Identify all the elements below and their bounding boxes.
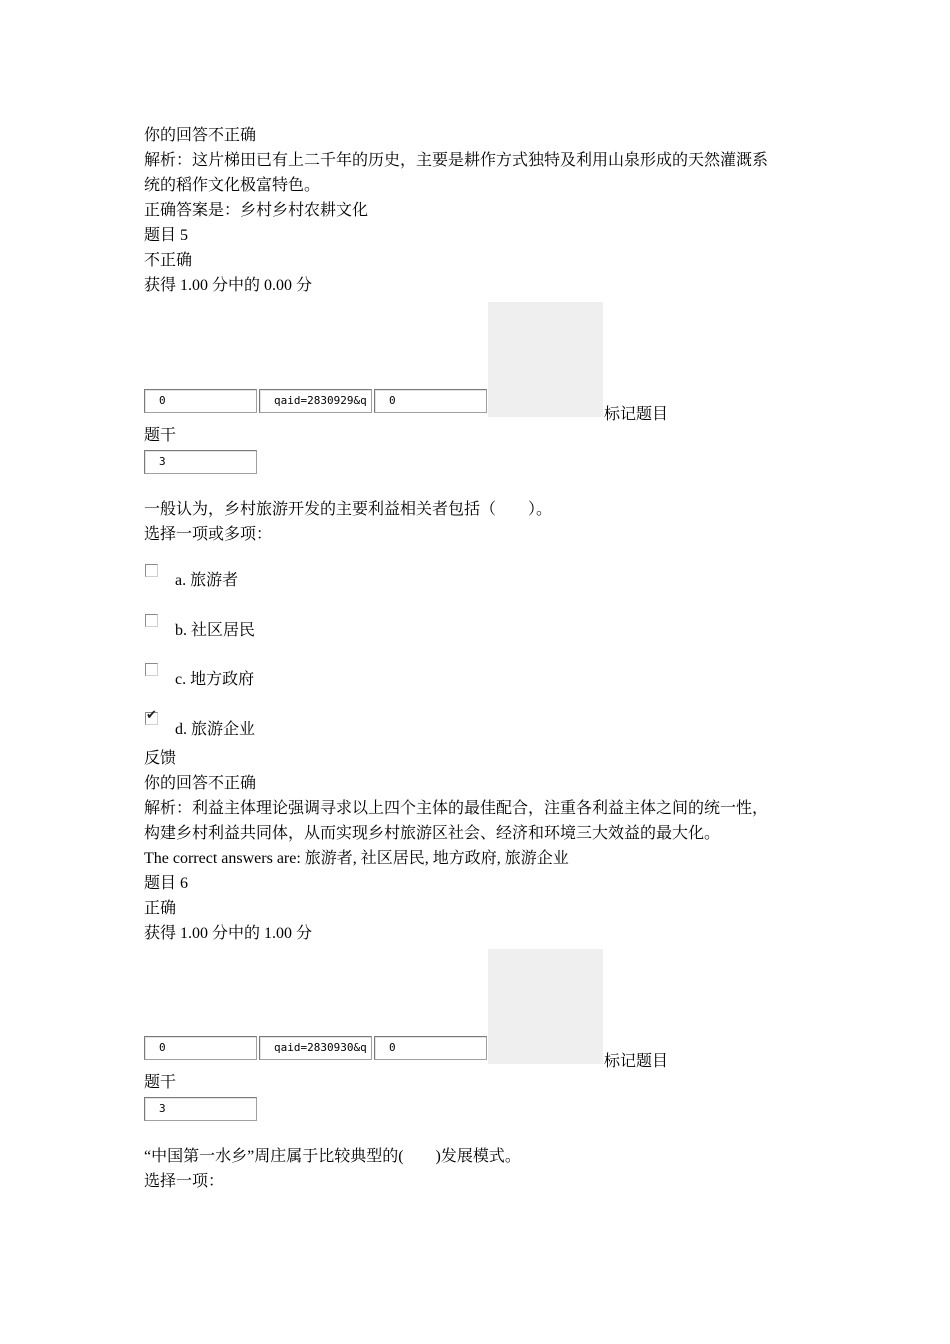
stem-field[interactable]: 3: [144, 1097, 257, 1121]
hidden-field-flagged[interactable]: 0: [374, 1036, 487, 1060]
stem-field[interactable]: 3: [144, 450, 257, 474]
analysis-text: 解析：这片梯田已有上二千年的历史，主要是耕作方式独特及利用山泉形成的天然灌溉系: [144, 152, 769, 169]
option-b-label[interactable]: b. 社区居民: [175, 622, 256, 639]
correct-answer-text: 正确答案是：乡村乡村农耕文化: [144, 202, 369, 219]
question-status: 不正确: [144, 252, 193, 269]
stem-label: 题干: [144, 427, 177, 444]
flag-icon[interactable]: [488, 949, 603, 1064]
option-c-checkbox[interactable]: [145, 663, 158, 676]
analysis-text-cont: 构建乡村利益共同体，从而实现乡村旅游区社会、经济和环境三大效益的最大化。: [144, 825, 721, 842]
analysis-text-cont: 统的稻作文化极富特色。: [144, 177, 321, 194]
result-text: 你的回答不正确: [144, 127, 257, 144]
stem-label: 题干: [144, 1074, 177, 1091]
question-text: 一般认为，乡村旅游开发的主要利益相关者包括（ ）。: [144, 501, 553, 518]
analysis-text: 解析：利益主体理论强调寻求以上四个主体的最佳配合，注重各利益主体之间的统一性，: [144, 800, 769, 817]
hidden-field-sequence[interactable]: 0: [144, 389, 257, 413]
option-a-checkbox[interactable]: [145, 564, 158, 577]
option-c-label[interactable]: c. 地方政府: [175, 671, 255, 688]
hidden-field-qaid[interactable]: qaid=2830930&q: [259, 1036, 372, 1060]
hidden-field-qaid[interactable]: qaid=2830929&q: [259, 389, 372, 413]
question-grade: 获得 1.00 分中的 0.00 分: [144, 277, 313, 294]
question-grade: 获得 1.00 分中的 1.00 分: [144, 925, 313, 942]
flag-question-link[interactable]: 标记题目: [604, 406, 669, 423]
question-title: 题目 6: [144, 875, 189, 892]
feedback-label: 反馈: [144, 750, 177, 767]
option-b-checkbox[interactable]: [145, 614, 158, 627]
answer-prompt: 选择一项：: [144, 1173, 225, 1190]
question-status: 正确: [144, 900, 177, 917]
correct-answer-text: The correct answers are: 旅游者, 社区居民, 地方政府, 旅游企业: [144, 850, 569, 867]
flag-question-link[interactable]: 标记题目: [604, 1053, 669, 1070]
option-d-label[interactable]: d. 旅游企业: [175, 721, 256, 738]
checkmark-icon: ✔: [146, 708, 157, 723]
hidden-field-sequence[interactable]: 0: [144, 1036, 257, 1060]
result-text: 你的回答不正确: [144, 775, 257, 792]
flag-icon[interactable]: [488, 302, 603, 417]
option-a-label[interactable]: a. 旅游者: [175, 572, 239, 589]
question-text: “中国第一水乡”周庄属于比较典型的( )发展模式。: [144, 1148, 521, 1165]
question-title: 题目 5: [144, 227, 189, 244]
option-d-checkbox[interactable]: [145, 708, 158, 725]
answer-prompt: 选择一项或多项：: [144, 526, 273, 543]
hidden-field-flagged[interactable]: 0: [374, 389, 487, 413]
